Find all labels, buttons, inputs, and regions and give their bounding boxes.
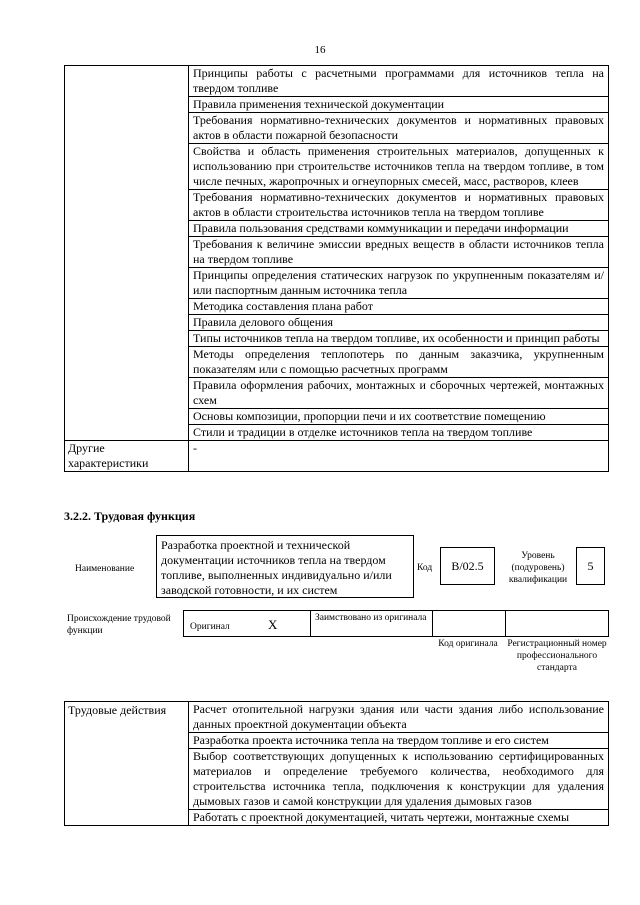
borrowed-label: Заимствовано из оригинала <box>315 613 427 623</box>
knowledge-cell: Правила применения технической документации <box>189 97 609 113</box>
other-characteristics-row <box>65 441 609 472</box>
action-cell: Расчет отопительной нагрузки здания или части здания либо использование данных проектной документации объекта <box>189 702 609 733</box>
labor-actions-table <box>64 701 609 826</box>
knowledge-row <box>65 66 609 97</box>
knowledge-cell: Требования к величине эмиссии вредных веществ в области источников тепла на твердом топливе <box>189 237 609 268</box>
page-number: 16 <box>314 44 326 56</box>
level-box <box>576 547 605 585</box>
labor-actions-label: Трудовые действия <box>65 702 189 826</box>
knowledge-cell: Основы композиции, пропорции печи и их соответствие помещению <box>189 409 609 425</box>
name-label: Наименование <box>75 564 135 574</box>
original-label: Оригинал <box>190 622 230 632</box>
action-row <box>65 702 609 733</box>
function-code: B/02.5 <box>451 559 484 573</box>
knowledge-cell: Принципы определения статических нагрузок по укрупненным показателям и/или паспортным данным источника тепла <box>189 268 609 299</box>
other-characteristics-label: Другие характеристики <box>65 441 189 472</box>
function-name-box <box>156 535 414 598</box>
origin-row <box>183 610 609 637</box>
knowledge-cell: Правила оформления рабочих, монтажных и сборочных чертежей, монтажных схем <box>189 378 609 409</box>
knowledge-cell: Стили и традиции в отделке источников тепла на твердом топливе <box>189 425 609 441</box>
action-cell: Работать с проектной документацией, читать чертежи, монтажные схемы <box>189 810 609 826</box>
knowledge-cell: Требования нормативно-технических документов и нормативных правовых актов в области строительства источников тепла на твердом топливе <box>189 190 609 221</box>
other-characteristics-value: - <box>189 441 609 472</box>
knowledge-label-cell <box>65 66 189 441</box>
knowledge-cell: Методика составления плана работ <box>189 299 609 315</box>
code-label: Код <box>417 563 433 573</box>
knowledge-cell: Правила делового общения <box>189 315 609 331</box>
reg-number-caption: Регистрационный номер профессионального стандарта <box>507 639 607 673</box>
level-label: Уровень (подуровень) квалификации <box>508 551 568 585</box>
action-cell: Выбор соответствующих допущенных к использованию сертифицированных материалов и определение требуемого количества, необходимого для строительства источника тепла, подключения к конструкции для удаления дымовых газов и самой конструкции для удаления дымовых газов <box>189 749 609 810</box>
function-name: Разработка проектной и технической документации источников тепла на твердом топливе, выполненных индивидуально и/или заводской готовности, и их систем <box>161 538 392 597</box>
knowledge-cell: Правила пользования средствами коммуникации и передачи информации <box>189 221 609 237</box>
knowledge-cell: Методы определения теплопотерь по данным заказчика, укрупненным показателям или с помощью расчетных программ <box>189 347 609 378</box>
knowledge-cell: Свойства и область применения строительных материалов, допущенных к использованию при строительстве источников тепла на твердом топливе, в том числе печных, жаропрочных и огнеупорных смесей, масс, растворов, клеев <box>189 144 609 190</box>
origin-label: Происхождение трудовой функции <box>67 614 171 636</box>
code-original-caption: Код оригинала <box>438 639 498 649</box>
level-value: 5 <box>587 559 594 573</box>
function-code-box <box>440 547 495 585</box>
knowledge-table <box>64 65 609 472</box>
action-cell: Разработка проекта источника тепла на твердом топливе и его систем <box>189 733 609 749</box>
knowledge-cell: Типы источников тепла на твердом топливе, их особенности и принцип работы <box>189 331 609 347</box>
knowledge-cell: Принципы работы с расчетными программами для источников тепла на твердом топливе <box>189 66 609 97</box>
section-heading: 3.2.2. Трудовая функция <box>64 509 196 523</box>
knowledge-cell: Требования нормативно-технических документов и нормативных правовых актов в области пожарной безопасности <box>189 113 609 144</box>
original-mark: X <box>268 617 278 632</box>
